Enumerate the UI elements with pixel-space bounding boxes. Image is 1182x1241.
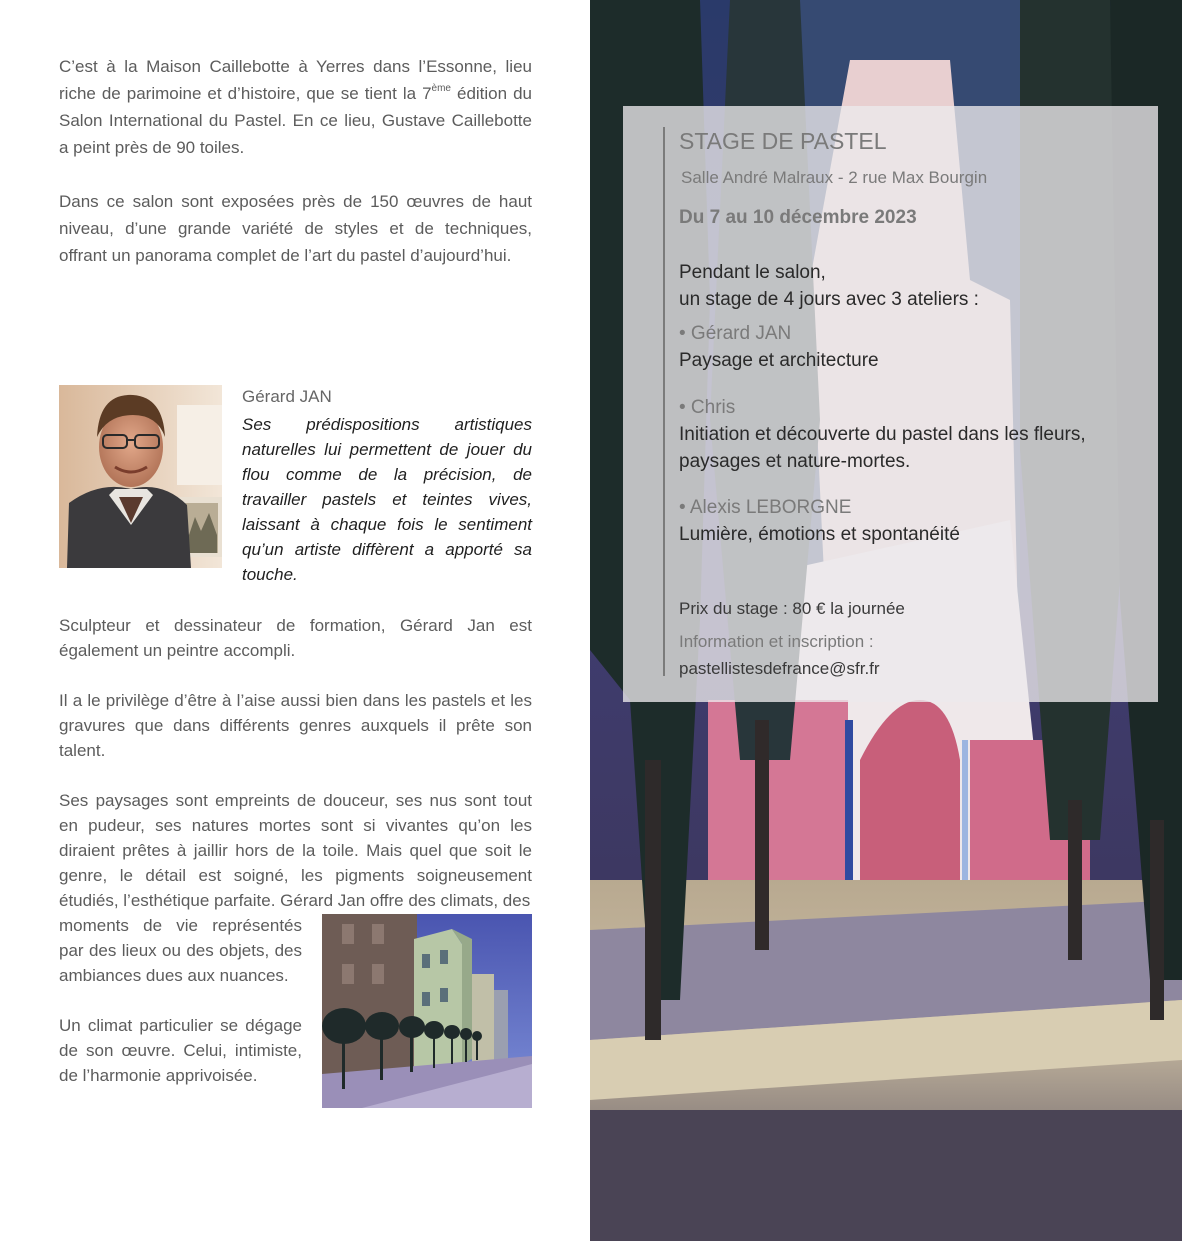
intro-text-b: édition du Salon International du Pastel. En ce lieu, Gustave Caillebotte a peint près de 90 toiles.	[59, 84, 533, 157]
atelier-2-name: • Chris	[679, 397, 736, 418]
panel-divider-line	[663, 127, 665, 676]
bio-paragraph-3: Ses paysages sont empreints de douceur, ses nus sont tout en pudeur, ses natures mortes sont si vivantes qu’on les diraient prêtes à jaillir hors de la toile. Mais quel que soit le genre, le détail est soigné, les pigments soigneusement étudiés, l’esthétique parfaite. Gérard Jan offre des climats, des	[59, 791, 532, 910]
artist-portrait-photo	[59, 385, 222, 568]
intro-paragraph-2: Dans ce salon sont exposées près de 150 œuvres de haut niveau, d’une grande variété de styles et de techniques, offrant un panorama complet de l’art du pastel d’aujourd’hui.	[59, 192, 532, 265]
contact-email-link[interactable]: pastellistesdefrance@sfr.fr	[679, 659, 880, 678]
atelier-3-description: Lumière, émotions et spontanéité	[679, 524, 960, 545]
street-painting-image	[322, 914, 532, 1108]
bio-paragraph-1: Sculpteur et dessinateur de formation, Gérard Jan est également un peintre accompli.	[59, 616, 532, 660]
bio-paragraph-2: Il a le privilège d’être à l’aise aussi bien dans les pastels et les gravures que dans différents genres auxquels il prête son talent.	[59, 691, 532, 760]
stage-intro	[679, 259, 979, 313]
stage-dates: Du 7 au 10 décembre 2023	[679, 207, 917, 228]
atelier-1-name: • Gérard JAN	[679, 323, 792, 344]
info-label: Information et inscription :	[679, 632, 874, 651]
ordinal-superscript: ème	[431, 83, 451, 95]
stage-intro-line-1: Pendant le salon,	[679, 262, 826, 283]
bio-paragraph-3-continued: moments de vie représentés par des lieux ou des objets, des ambiances dues aux nuances.	[59, 916, 302, 985]
atelier-1-description: Paysage et architecture	[679, 350, 879, 371]
atelier-2-description-line-2: paysages et nature-mortes.	[679, 451, 911, 472]
stage-title: STAGE DE PASTEL	[679, 128, 887, 154]
artist-name: Gérard JAN	[242, 387, 332, 406]
atelier-2-description	[679, 421, 1086, 475]
artist-quote: Ses prédispositions artistiques naturelles lui permettent de jouer du flou comme de la précision, de travailler pastels et teintes vives, laissant à chaque fois le sentiment qu’un artiste diffèrent a apporté sa touche.	[242, 415, 532, 584]
bio-paragraph-4: Un climat particulier se dégage de son œuvre. Celui, intimiste, de l’harmonie apprivoisée.	[59, 1016, 302, 1085]
stage-venue: Salle André Malraux - 2 rue Max Bourgin	[681, 168, 988, 187]
stage-price: Prix du stage : 80 € la journée	[679, 599, 905, 618]
article-column	[0, 0, 590, 1241]
stage-intro-line-2: un stage de 4 jours avec 3 ateliers :	[679, 289, 979, 310]
atelier-2-description-line-1: Initiation et découverte du pastel dans les fleurs,	[679, 424, 1086, 445]
intro-paragraph-1	[59, 53, 532, 161]
atelier-3-name: • Alexis LEBORGNE	[679, 497, 852, 518]
intro-text-a: C’est à la Maison Caillebotte à Yerres dans l’Essonne, lieu riche de parimoine et d’histoire, que se tient la 7	[59, 57, 532, 103]
